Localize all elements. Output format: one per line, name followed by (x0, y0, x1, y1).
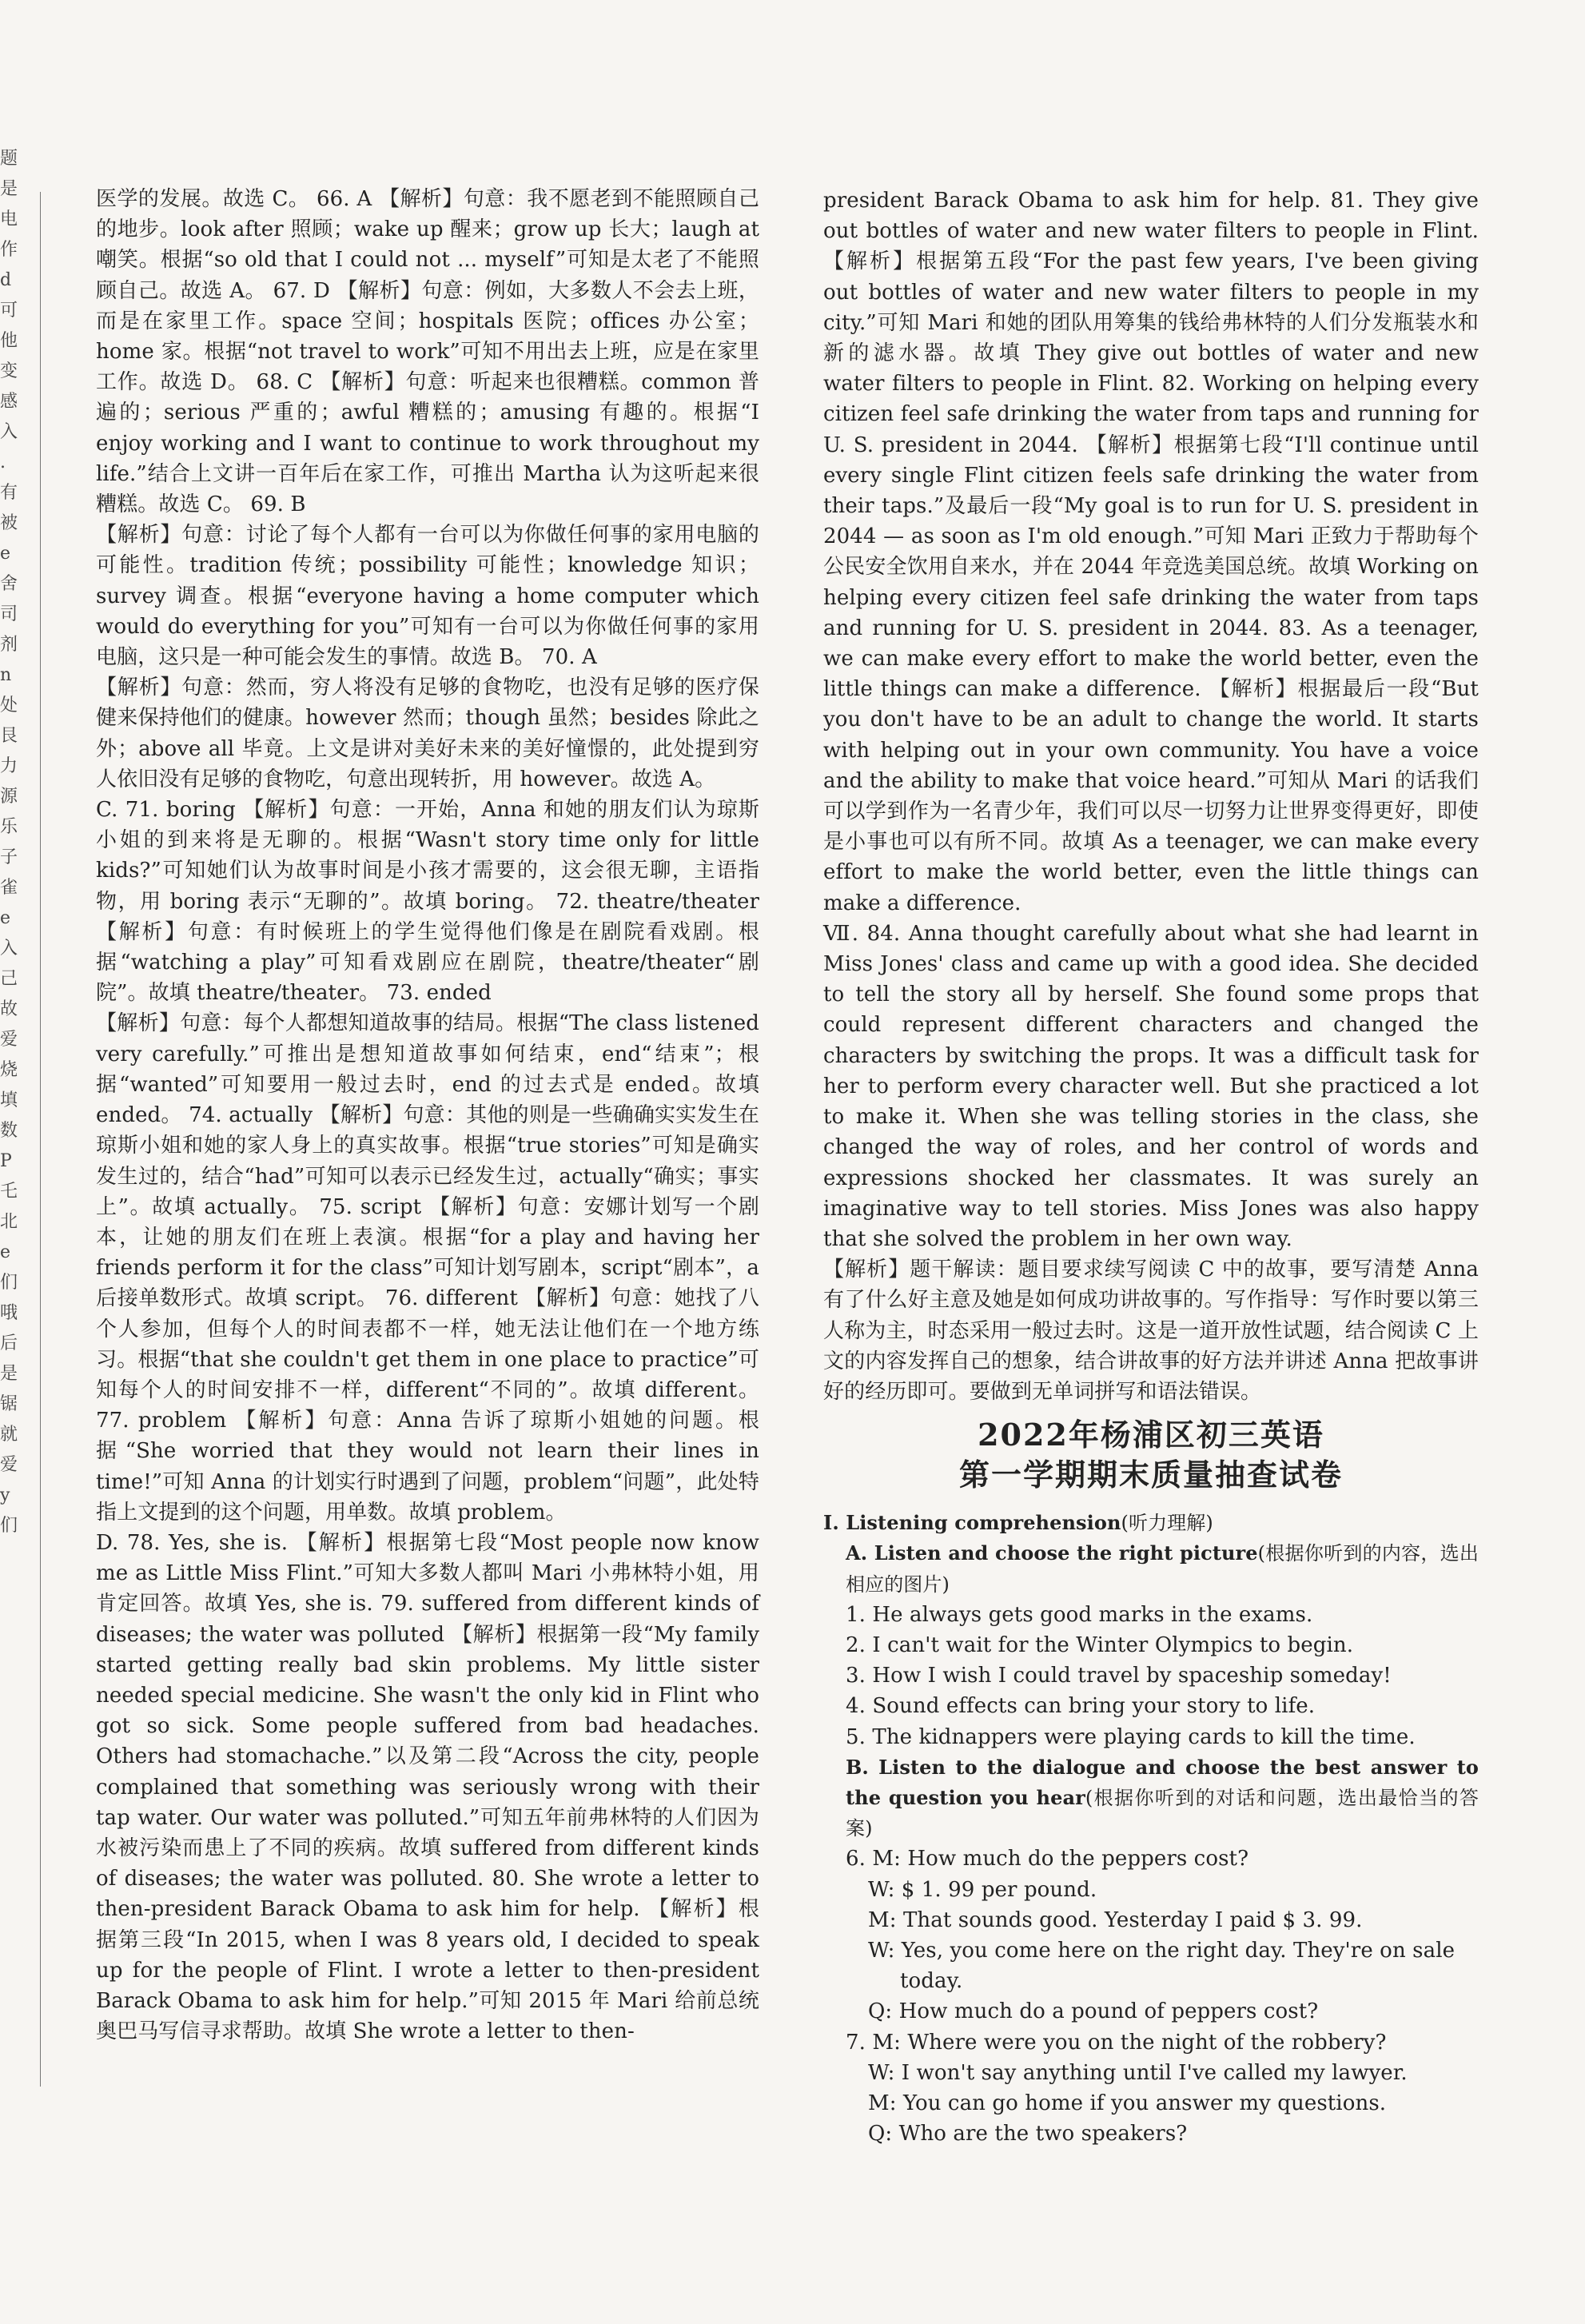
part-a-cn: (根据你听到的内容，选出相应的图片) (846, 1542, 1479, 1596)
gutter-char: 乐 (0, 817, 18, 837)
gutter-char: 填 (0, 1090, 18, 1110)
gutter-char: 们 (0, 1516, 18, 1536)
part-a-label: A. Listen and choose the right picture (846, 1541, 1258, 1565)
dialogue-7-line-2: W: I won't say anything until I've called my lawyer. (868, 2060, 1408, 2085)
gutter-char: d (0, 270, 12, 290)
gutter-char: 处 (0, 696, 18, 716)
exam-title-line-1: 2022年杨浦区初三英语 (978, 1417, 1324, 1453)
left-column (96, 184, 759, 2047)
gutter-char: 司 (0, 604, 18, 624)
gutter-char: 爱 (0, 1030, 18, 1050)
part-b-heading (823, 1752, 1479, 1844)
gutter-char: 入 (0, 422, 18, 442)
part-b-cn: (根据你听到的对话和问题，选出最恰当的答案) (846, 1786, 1479, 1840)
dialogue-6-line-1: 6. M: How much do the peppers cost? (846, 1847, 1249, 1872)
gutter-char: 题 (0, 149, 18, 169)
answer-paragraph-70: 【解析】句意：然而，穷人将没有足够的食物吃，也没有足够的医疗保健来保持他们的健康。however 然而；though 虽然；besides 除此之外；above all 毕竟。上文是讲对美好未来的美好憧憬的，此处提到穷人依旧没有足够的食物吃，句意出现转折，用 however。故选 A。 (96, 676, 759, 791)
gutter-char: 子 (0, 847, 18, 867)
gutter-char: 北 (0, 1212, 18, 1232)
gutter-char: 爱 (0, 1455, 18, 1475)
gutter-char: n (0, 665, 12, 685)
gutter-char: 哦 (0, 1303, 18, 1323)
gutter-char: 后 (0, 1333, 18, 1353)
gutter-char: y (0, 1485, 10, 1505)
dialogue-7-line-3: M: You can go home if you answer my questions. (868, 2091, 1387, 2115)
gutter-char: 数 (0, 1121, 18, 1141)
section-heading (823, 1508, 1479, 1538)
gutter-char: 剂 (0, 635, 18, 655)
listening-item-4: 4. Sound effects can bring your story to life. (846, 1694, 1316, 1719)
listening-item-3: 3. How I wish I could travel by spaceship someday! (846, 1664, 1392, 1688)
gutter-char: 力 (0, 756, 18, 776)
dialogue-6-line-4-cont: today. (900, 1969, 963, 1994)
gutter-char: . (0, 452, 6, 472)
gutter-char: 烧 (0, 1060, 18, 1080)
answer-paragraph-84-analysis: 【解析】题干解读：题目要求续写阅读 C 中的故事，要写清楚 Anna 有了什么好主意及她是如何成功讲故事的。写作指导：写作时要以第三人称为主，时态采用一般过去时。这是一道开放性试题，结合阅读 C 上文的内容发挥自己的想象，结合讲故事的好方法并讲述 Anna 把故事讲好的经历即可。要做到无单词拼写和语法错误。 (823, 1258, 1479, 1404)
gutter-char: 变 (0, 361, 18, 381)
gutter-char: P (0, 1151, 12, 1171)
gutter-char: 作 (0, 240, 18, 260)
gutter-char: 可 (0, 301, 18, 321)
exam-title (823, 1415, 1479, 1495)
gutter-char: 舍 (0, 574, 18, 594)
gutter-char: e (0, 544, 11, 564)
gutter-char: 他 (0, 331, 18, 351)
gutter-char: 是 (0, 1364, 18, 1384)
part-b-label: B. Listen to the dialogue and choose the best answer to the question you hear (846, 1755, 1479, 1809)
dialogue-7-line-1: 7. M: Where were you on the night of the robbery? (846, 2030, 1387, 2055)
gutter-char: e (0, 1242, 11, 1262)
gutter-char: 入 (0, 939, 18, 959)
listening-item-2: 2. I can't wait for the Winter Olympics to begin. (846, 1632, 1354, 1657)
section-label-cn: (听力理解) (1121, 1512, 1213, 1535)
section-label: Ⅰ. Listening comprehension (823, 1511, 1121, 1535)
gutter-char: 己 (0, 969, 18, 989)
answer-paragraph-69: 【解析】句意：讨论了每个人都有一台可以为你做任何事的家用电脑的可能性。tradition 传统；possibility 可能性；knowledge 知识；survey 调查。根据“everyone having a home computer which would do everything for you”可知有一台可以为你做任何事的家用电脑，这只是一种可能会发生的事情。故选 B。 70. A (96, 523, 759, 670)
gutter-char: 电 (0, 209, 18, 229)
gutter-char: 就 (0, 1425, 18, 1445)
previous-page-edge-text (0, 144, 34, 2175)
answer-paragraph-73-77: 【解析】句意：每个人都想知道故事的结局。根据“The class listened very carefully.”可推出是想知道故事如何结束，end“结束”；根据“wanted”可知要用一般过去时，end 的过去式是 ended。故填 ended。 74. actually 【解析】句意：其他的则是一些确确实实发生在琼斯小姐和她的家人身上的真实故事。根据“true stories”可知是确实发生过的，结合“had”可知可以表示已经发生过，actually“确实；事实上”。故填 actually。 75. script 【解析】句意：安娜计划写一个剧本，让她的朋友们在班上表演。根据“for a play and having her friends perform it for the class”可知计划写剧本，script“剧本”，a 后接单数形式。故填 script。 76. different 【解析】句意：她找了八个人参加，但每个人的时间表都不一样，她无法让他们在一个地方练习。根据“that she couldn't get them in one place to practice”可知每个人的时间安排不一样，different“不同的”。故填 different。 77. problem 【解析】句意：Anna 告诉了琼斯小姐她的问题。根据“She worried that they would not learn their lines in time!”可知 Anna 的计划实行时遇到了问题，problem“问题”，此处特指上文提到的这个问题，用单数。故填 problem。 (96, 1011, 759, 1525)
gutter-char: 锯 (0, 1394, 18, 1414)
right-column (823, 185, 1479, 2149)
page-edge-divider (40, 192, 41, 2087)
answer-paragraph-66-69: 医学的发展。故选 C。 66. A 【解析】句意：我不愿老到不能照顾自己的地步。look after 照顾；wake up 醒来；grow up 长大；laugh at 嘲笑。根据“so old that I could not ... myself”可知是太老了不能照顾自己。故选 A。 67. D 【解析】句意：例如，大多数人不会去上班，而是在家里工作。space 空间；hospitals 医院；offices 办公室；home 家。根据“not travel to work”可知不用出去上班，应是在家里工作。故选 D。 68. C 【解析】句意：听起来也很糟糕。common 普遍的；serious 严重的；awful 糟糕的；amusing 有趣的。根据“I enjoy working and I want to continue to work throughout my life.”结合上文讲一百年后在家工作，可推出 Martha 认为这听起来很糟糕。故选 C。 69. B (96, 187, 759, 517)
gutter-char: 源 (0, 787, 18, 807)
listening-item-5: 5. The kidnappers were playing cards to kill the time. (846, 1724, 1416, 1749)
gutter-char: 被 (0, 513, 18, 533)
gutter-char: 雀 (0, 878, 18, 898)
gutter-char: e (0, 908, 11, 928)
part-a-heading (823, 1538, 1479, 1599)
gutter-char: 故 (0, 999, 18, 1019)
gutter-char: 艮 (0, 726, 18, 746)
answer-paragraph-84: Ⅶ. 84. Anna thought carefully about what she had learnt in Miss Jones' class and came up with a good idea. She decided to tell the story all by herself. She found some props that could represent different characters and changed the characters by switching the props. It was a difficult task for her to perform every character well. But she practiced a lot to make it. When she was telling stories in the class, she changed the way of roles, and her control of words and expressions shocked her classmates. It was surely an imaginative way to tell stories. Miss Jones was also happy that she solved the problem in her own way. (823, 921, 1479, 1251)
gutter-char: 是 (0, 179, 18, 199)
answer-paragraph-80-83: president Barack Obama to ask him for help. 81. They give out bottles of water and new water filters to people in Flint. 【解析】根据第五段“For the past few years, I've been giving out bottles of water and new water filters to people in my city.”可知 Mari 和她的团队用筹集的钱给弗林特的人们分发瓶装水和新的滤水器。故填 They give out bottles of water and new water filters to people in Flint. 82. Working on helping every citizen feel safe drinking the water from taps and running for U. S. president in 2044. 【解析】根据第七段“I'll continue until every single Flint citizen feels safe drinking the water from their taps.”及最后一段“My goal is to run for U. S. president in 2044 — as soon as I'm old enough.”可知 Mari 正致力于帮助每个公民安全饮用自来水，并在 2044 年竞选美国总统。故填 Working on helping every citizen feel safe drinking the water from taps and running for U. S. president in 2044. 83. As a teenager, we can make every effort to make the world better, even the little things can make a difference. 【解析】根据最后一段“But you don't have to be an adult to change the world. It starts with helping out in your own community. You have a voice and the ability to make that voice heard.”可知从 Mari 的话我们可以学到作为一名青少年，我们可以尽一切努力让世界变得更好，即使是小事也可以有所不同。故填 As a teenager, we can make every effort to make the world better, even the little things can make a difference. (823, 189, 1479, 915)
dialogue-6-line-4: W: Yes, you come here on the right day. They're on sale (868, 1938, 1456, 1963)
gutter-char: 们 (0, 1273, 18, 1293)
dialogue-7-question: Q: Who are the two speakers? (868, 2122, 1188, 2147)
dialogue-6-line-2: W: $ 1. 99 per pound. (868, 1877, 1097, 1902)
answer-paragraph-71-73: C. 71. boring 【解析】句意：一开始，Anna 和她的朋友们认为琼斯小姐的到来将是无聊的。根据“Wasn't story time only for little kids?”可知她们认为故事时间是小孩才需要的，这会很无聊，主语指物，用 boring 表示“无聊的”。故填 boring。 72. theatre/theater 【解析】句意：有时候班上的学生觉得他们像是在剧院看戏剧。根据“watching a play”可知看戏剧应在剧院，theatre/theater“剧院”。故填 theatre/theater。 73. ended (96, 798, 759, 1006)
answer-paragraph-78-80: D. 78. Yes, she is. 【解析】根据第七段“Most people now know me as Little Miss Flint.”可知大多数人都叫 Mari 小弗林特小姐，用肯定回答。故填 Yes, she is. 79. suffered from different kinds of diseases; the water was polluted 【解析】根据第一段“My family started getting really bad skin problems. My little sister needed special medicine. She wasn't the only kid in Flint who got so sick. Some people suffered from bad headaches. Others had stomachache.”以及第二段“Across the city, people complained that something was seriously wrong with their tap water. Our water was polluted.”可知五年前弗林特的人们因为水被污染而患上了不同的疾病。故填 suffered from different kinds of diseases; the water was polluted. 80. She wrote a letter to then-president Barack Obama to ask him for help. 【解析】根据第三段“In 2015, when I was 8 years old, I decided to speak up for the people of Flint. I wrote a letter to then-president Barack Obama to ask him for help.”可知 2015 年 Mari 给前总统奥巴马写信寻求帮助。故填 She wrote a letter to then- (96, 1530, 759, 2044)
gutter-char: 感 (0, 392, 18, 412)
listening-item-1: 1. He always gets good marks in the exams. (846, 1602, 1313, 1627)
gutter-char: 乇 (0, 1182, 18, 1202)
dialogue-6-line-3: M: That sounds good. Yesterday I paid $ 3. 99. (868, 1907, 1363, 1932)
exam-title-line-2: 第一学期期末质量抽查试卷 (958, 1457, 1343, 1493)
gutter-char: 有 (0, 483, 18, 503)
dialogue-6-question: Q: How much do a pound of peppers cost? (868, 1999, 1319, 2024)
